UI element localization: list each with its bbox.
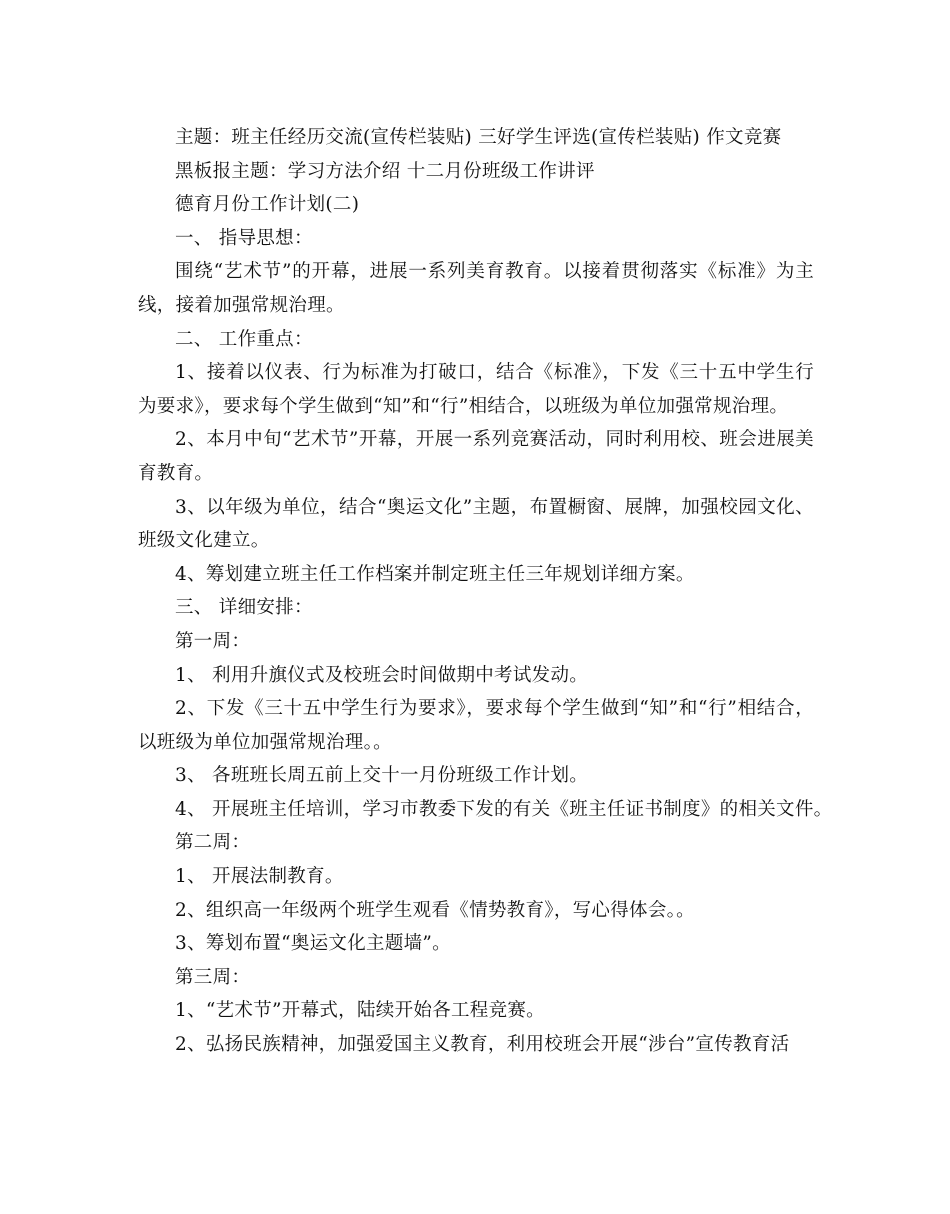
week-2-item-3: 3、筹划布置“奥运文化主题墙”。 [175, 933, 451, 955]
week-1-heading: 第一周： [175, 630, 251, 652]
week-1-item-4: 4、 开展班主任培训，学习市教委下发的有关《班主任证书制度》的相关文件。 [175, 798, 833, 820]
plan-title: 德育月份工作计划(二) [175, 194, 360, 216]
section-heading-guiding-thought: 一、 指导思想： [175, 227, 313, 249]
section-heading-detailed-schedule: 三、 详细安排： [175, 597, 313, 619]
week-3-item-1: 1、“艺术节”开幕式，陆续开始各工程竞赛。 [175, 1000, 545, 1022]
week-2-item-1: 1、 开展法制教育。 [175, 866, 344, 888]
theme-line: 主题：班主任经历交流(宣传栏装贴) 三好学生评选(宣传栏装贴) 作文竞赛 [175, 127, 782, 148]
paragraph-focus-1: 1、接着以仪表、行为标准为打破口，结合《标准》，下发《三十五中学生行为要求》，要求每个学生做到“知”和“行”相结合，以班级为单位加强常规治理。 [138, 362, 814, 417]
week-2-item-2: 2、组织高一年级两个班学生观看《情势教育》，写心得体会。。 [175, 899, 695, 921]
paragraph-focus-2: 2、本月中旬“艺术节”开幕，开展一系列竞赛活动，同时利用校、班会进展美育教育。 [138, 429, 814, 484]
section-heading-work-focus: 二、 工作重点： [175, 328, 313, 350]
week-1-item-3: 3、 各班班长周五前上交十一月份班级工作计划。 [175, 765, 589, 787]
week-2-heading: 第二周： [175, 832, 251, 854]
week-3-heading: 第三周： [175, 966, 251, 988]
week-1-item-1: 1、 利用升旗仪式及校班会时间做期中考试发动。 [175, 664, 589, 686]
paragraph-focus-3: 3、以年级为单位，结合“奥运文化”主题，布置橱窗、展牌，加强校园文化、班级文化建立。 [138, 496, 814, 552]
blackboard-theme-line: 黑板报主题：学习方法介绍 十二月份班级工作讲评 [175, 160, 595, 182]
week-1-item-2: 2、下发《三十五中学生行为要求》，要求每个学生做到“知”和“行”相结合，以班级为单位加强常规治理。。 [138, 698, 814, 753]
week-3-item-2: 2、弘扬民族精神，加强爱国主义教育，利用校班会开展“涉台”宣传教育活 [175, 1034, 790, 1056]
paragraph-focus-4: 4、筹划建立班主任工作档案并制定班主任三年规划详细方案。 [175, 563, 695, 585]
paragraph-guiding-thought: 围绕“艺术节”的开幕，进展一系列美育教育。以接着贯彻落实《标准》为主线，接着加强常规治理。 [138, 261, 814, 316]
document-body [138, 121, 833, 1062]
